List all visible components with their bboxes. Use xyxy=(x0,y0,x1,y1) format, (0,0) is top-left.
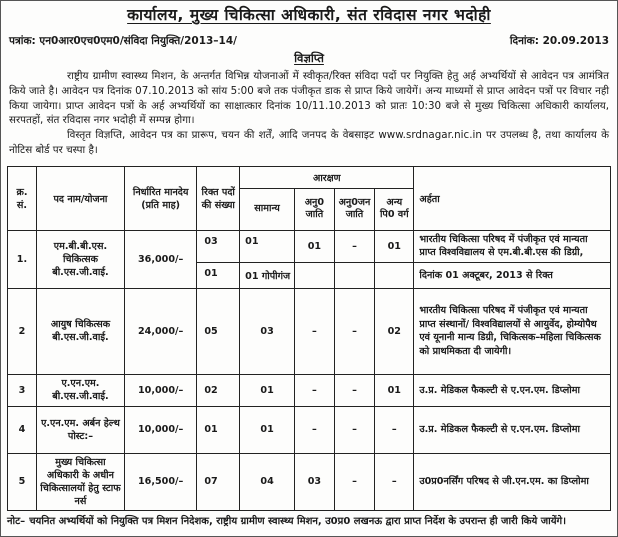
cell-obc: 01 xyxy=(375,230,414,262)
cell-post-name: एम.बी.बी.एस. चिकित्सक बी.एस.जी.वाई. xyxy=(36,230,124,288)
cell-sc: – xyxy=(295,374,335,406)
cell-sc: – xyxy=(295,288,335,374)
cell-qualification: भारतीय चिकित्सा परिषद में पंजीकृत एवं मान्यता प्राप्त विश्वविद्यालय से एम.बी.बी.एस की डिग्री, xyxy=(414,230,611,262)
cell-serial-no: 5 xyxy=(8,453,37,510)
cell-vacancy: 01 xyxy=(197,406,240,453)
cell-post-name: ए.एन.एम. अर्बन हेल्थ पोस्ट:– xyxy=(36,406,124,453)
cell-st: – xyxy=(334,453,374,510)
office-title: कार्यालय, मुख्य चिकित्सा अधिकारी, संत रविदास नगर भदोही xyxy=(127,6,491,24)
notice-paragraph-2: विस्तृत विज्ञप्ति, आवेदन पत्र का प्रारूप, चयन की शर्तें, आदि जनपद के वेबसाइट www.srdnagar.nic.in पर उपलब्ध है, तथा कार्यालय के नोटिस बोर्ड पर चस्पा है। xyxy=(9,129,609,156)
table-row xyxy=(8,374,611,406)
cell-pay: 16,500/– xyxy=(124,453,196,510)
note-text: चयनित अभ्यर्थियों को नियुक्ति पत्र मिशन निदेशक, राष्ट्रीय ग्रामीण स्वास्थ्य मिशन, उ0प्र0 लखनऊ द्वारा प्राप्त निर्देश के उपरान्त ही जारी किये जायेंगे। xyxy=(29,515,566,527)
cell-general: 01 xyxy=(240,406,295,453)
cell-pay: 36,000/– xyxy=(124,230,196,288)
header-reservation: आरक्षण xyxy=(240,166,414,188)
cell-st xyxy=(334,262,374,288)
letter-date: दिनांक: 20.09.2013 xyxy=(509,35,609,47)
header-serial-no: क्र. सं. xyxy=(8,166,37,230)
letter-number: पत्रांक: एन0आर0एच0एम0/संविदा नियुक्ति/2013–14/ xyxy=(9,35,238,47)
cell-obc: 01 xyxy=(375,374,414,406)
cell-pay: 10,000/– xyxy=(124,406,196,453)
cell-obc: – xyxy=(375,406,414,453)
cell-post-name: मुख्य चिकित्सा अधिकारी के अधीन चिकित्सालयों हेतु स्टाफ नर्स xyxy=(36,453,124,510)
cell-qualification: उ.प्र. मेडिकल फैकल्टी से ए.एन.एम. डिप्लोमा xyxy=(414,406,611,453)
reference-row xyxy=(9,34,609,48)
cell-post-name: ए.एन.एम. बी.एस.जी.वाई. xyxy=(36,374,124,406)
footer-note xyxy=(7,515,611,528)
table-row xyxy=(8,453,611,510)
header-obc: अन्य पि0 वर्ग xyxy=(375,188,414,230)
table-header-row-1 xyxy=(8,166,611,188)
cell-serial-no: 2 xyxy=(8,288,37,374)
cell-vacancy: 01 xyxy=(197,262,240,288)
header-post-name: पद नाम/योजना xyxy=(36,166,124,230)
cell-obc: – xyxy=(375,453,414,510)
cell-post-name: आयुष चिकित्सक बी.एस.जी.वाई. xyxy=(36,288,124,374)
cell-serial-no: 1. xyxy=(8,230,37,288)
header-qualification: अर्हता xyxy=(414,166,611,230)
cell-st: – xyxy=(334,288,374,374)
cell-sc: – xyxy=(295,406,335,453)
note-label: नोट– xyxy=(7,515,26,527)
cell-sc xyxy=(295,262,335,288)
cell-obc: 02 xyxy=(375,288,414,374)
cell-qualification: दिनांक 01 अक्टूबर, 2013 से रिक्त xyxy=(414,262,611,288)
header-pay: निर्धारित मानदेय (प्रति माह) xyxy=(124,166,196,230)
cell-vacancy: 07 xyxy=(197,453,240,510)
cell-sc: 03 xyxy=(295,453,335,510)
cell-vacancy: 02 xyxy=(197,374,240,406)
cell-general: 04 xyxy=(240,453,295,510)
cell-vacancy: 05 xyxy=(197,288,240,374)
cell-general: 01 xyxy=(240,230,295,262)
cell-st: – xyxy=(334,406,374,453)
header-sc: अनु0 जाति xyxy=(295,188,335,230)
cell-obc xyxy=(375,262,414,288)
table-row xyxy=(8,406,611,453)
cell-general: 03 xyxy=(240,288,295,374)
cell-qualification: भारतीय चिकित्सा परिषद में पंजीकृत एवं मान्यता प्राप्त संस्थानों/ विश्वविद्यालयों से आयुर्वेद, होम्योपैथ एवं यूनानी मान्य डिग्री, चिकित्सक–महिला चिकित्सक को प्राथमिकता दी जायेगी। xyxy=(414,288,611,374)
cell-st: – xyxy=(334,374,374,406)
cell-vacancy: 03 xyxy=(197,230,240,262)
cell-sc: 01 xyxy=(295,230,335,262)
table-row xyxy=(8,288,611,374)
cell-qualification: उ0प्र0नर्सिंग परिषद से जी.एन.एम. का डिप्लोमा xyxy=(414,453,611,510)
cell-general: 01 xyxy=(240,374,295,406)
header-st: अनु0जन जाति xyxy=(334,188,374,230)
header-vacancy-count: रिक्त पदों की संख्या xyxy=(197,166,240,230)
header-general: सामान्य xyxy=(240,188,295,230)
cell-qualification: उ.प्र. मेडिकल फैकल्टी से ए.एन.एम. डिप्लोमा xyxy=(414,374,611,406)
notice-heading: विज्ञप्ति xyxy=(294,51,324,65)
cell-st: – xyxy=(334,230,374,262)
cell-pay: 10,000/– xyxy=(124,374,196,406)
cell-serial-no: 3 xyxy=(8,374,37,406)
vacancy-table xyxy=(7,166,611,511)
cell-pay: 24,000/– xyxy=(124,288,196,374)
cell-general: 01 गोपीगंज xyxy=(240,262,295,288)
cell-serial-no: 4 xyxy=(8,406,37,453)
table-row xyxy=(8,230,611,262)
notice-paragraph-1: राष्ट्रीय ग्रामीण स्वास्थ्य मिशन, के अन्तर्गत विभिन्न योजनाओं में स्वीकृत/रिक्त संविदा पदों पर नियुक्ति हेतु अर्ह अभ्यर्थियों से आवेदन पत्र आमंत्रित किये जाते है। आवेदन पत्र दिनांक 07.10.2013 को सांय 5:00 बजे तक पंजीकृत डाक से प्राप्त किये जायेगें। अन्य माध्यमों से प्राप्त आवेदन पत्रों पर विचार नही किया जायेगा। प्राप्त आवेदन पत्रों के अर्ह अभ्यर्थियों का साक्षात्कार दिनांक 10/11.10.2013 को प्रातः 10:30 बजे से मुख्य चिकित्सा अधिकारी कार्यालय, सरपतहों, संत रविदास नगर भदोही में सम्पन्न होगा। xyxy=(9,70,609,127)
